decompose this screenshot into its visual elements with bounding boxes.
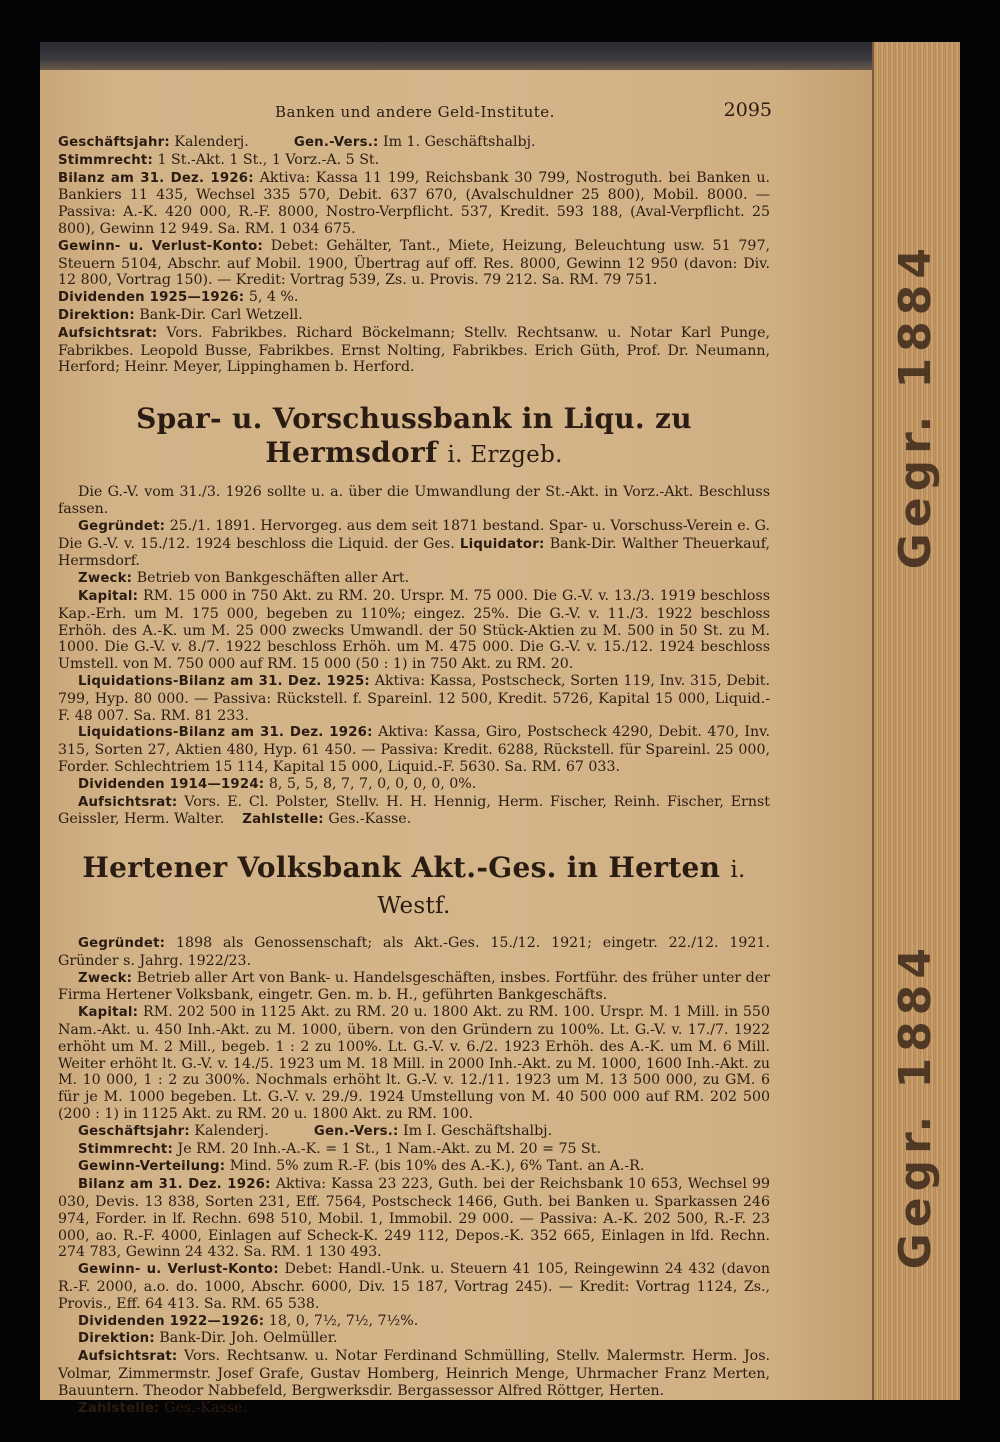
spine-stamp-top: Gegr. 1884 <box>890 242 941 570</box>
section3-stimmrecht: Stimmrecht: Je RM. 20 Inh.-A.-K. = 1 St., 1 Nam.-Akt. zu M. 20 = 75 St. <box>78 1140 601 1157</box>
section3-dividenden: Dividenden 1922—1926: 18, 0, 7½, 7½, 7½%. <box>78 1312 419 1329</box>
section2-dividenden: Dividenden 1914—1924: 8, 5, 5, 8, 7, 7, 0, 0, 0, 0, 0%. <box>78 775 477 792</box>
section2-gegruendet: Gegründet: 25./1. 1891. Hervorgeg. aus dem seit 1871 bestand. Spar- u. Vorschuss-Verein e. G. Die G.-V. v. 15./12. 1924 beschloss die Liquid. der Ges. Liquidator: Bank-Dir. Walther Theuerkauf, Hermsdorf. <box>58 517 770 570</box>
entry1-stimmrecht: Stimmrecht: 1 St.-Akt. 1 St., 1 Vorz.-A. 5 St. <box>58 151 380 168</box>
section2-intro: Die G.-V. vom 31./3. 1926 sollte u. a. über die Umwandlung der St.-Akt. in Vorz.-Akt. Beschluss fassen. <box>58 484 770 517</box>
entry1-aufsichtsrat: Aufsichtsrat: Vors. Fabrikbes. Richard Böckelmann; Stellv. Rechtsanw. u. Notar Karl Punge, Fabrikbes. Leopold Busse, Fabrikbes. Ernst Nolting, Fabrikbes. Erich Güth, Prof. Dr. Neumann, Herford; Heinr. Meyer, Lippinghamen b. Herford. <box>58 324 770 376</box>
page-content <box>58 98 770 1417</box>
section3-gegruendet: Gegründet: 1898 als Genossenschaft; als Akt.-Ges. 15./12. 1921; eingetr. 22./12. 1921. Gründer s. Jahrg. 1922/23. <box>58 935 770 969</box>
section2-kapital: Kapital: RM. 15 000 in 750 Akt. zu RM. 20. Urspr. M. 75 000. Die G.-V. v. 13./3. 1919 beschloss Kap.-Erh. um M. 175 000, begeben zu 110%; eingez. 25%. Die G.-V. v. 11./3. 1922 beschloss Erhöh. des A.-K. um M. 25 000 zwecks Umwandl. der 50 Stück-Aktien zu M. 500 in 50 St. zu M. 1000. Die G.-V. v. 8./7. 1922 beschloss Erhöh. um M. 475 000. Die G.-V. v. 15./12. 1924 beschloss Umstell. von M. 750 000 auf RM. 15 000 (50 : 1) in 750 Akt. zu RM. 20. <box>58 587 771 673</box>
section2-aufsichtsrat: Aufsichtsrat: Vors. E. Cl. Polster, Stellv. H. H. Hennig, Herm. Fischer, Reinh. Fischer, Ernst Geissler, Herm. Walter. Zahlstelle: Ges.-Kasse. <box>58 793 770 828</box>
top-shadow-strip <box>40 42 960 70</box>
entry1-guv: Gewinn- u. Verlust-Konto: Debet: Gehälter, Tant., Miete, Heizung, Beleuchtung usw. 51 797, Steuern 5104, Abschr. auf Mobil. 1900, Übertrag auf off. Res. 8000, Gewinn 12 950 (davon: Div. 12 800, Vortrag 150). — Kredit: Vortrag 539, Zs. u. Provis. 79 212. Sa. RM. 79 751. <box>58 237 770 289</box>
section3-kapital: Kapital: RM. 202 500 in 1125 Akt. zu RM. 20 u. 1800 Akt. zu RM. 100. Urspr. M. 1 Mill. in 550 Nam.-Akt. u. 450 Inh.-Akt. zu M. 1000, übern. von den Gründern zu 100%. Lt. G.-V. v. 17./7. 1922 erhöht um M. 2 Mill., begeb. 1 : 2 zu 100%. Lt. G.-V. v. 6./2. 1923 Erhöh. des A.-K. um M. 6 Mill. Weiter erhöht lt. G.-V. v. 14./5. 1923 um M. 18 Mill. in 2000 Inh.-Akt. zu M. 1000, 1600 Inh.-Akt. zu M. 10 000, 1 : 2 zu 300%. Nochmals erhöht lt. G.-V. v. 12./11. 1923 um M. 13 500 000, zu GM. 6 für je M. 1000 begeben. Lt. G.-V. v. 29./9. 1924 Umstellung von M. 40 500 000 auf RM. 202 500 (200 : 1) in 1125 Akt. zu RM. 20 u. 1800 Akt. zu RM. 100. <box>58 1004 770 1123</box>
section3-gewinnverteilung: Gewinn-Verteilung: Mind. 5% zum R.-F. (bis 10% des A.-K.), 6% Tant. an A.-R. <box>78 1158 645 1175</box>
entry1-bilanz: Bilanz am 31. Dez. 1926: Aktiva: Kassa 11 199, Reichsbank 30 799, Nostroguth. bei Banken u. Bankiers 11 435, Wechsel 335 570, Debit. 637 670, (Avalschuldner 25 800), Mobil. 8000. — Passiva: A.-K. 420 000, R.-F. 8000, Nostro-Verpflicht. 537, Kredit. 593 188, (Aval-Verpflicht. 25 800), Gewinn 12 949. Sa. RM. 1 034 675. <box>58 169 770 237</box>
book-page <box>40 42 960 1416</box>
section2-zweck: Zweck: Betrieb von Bankgeschäften aller Art. <box>78 570 410 587</box>
entry1-geschaeftsjahr: Geschäftsjahr: Kalenderj. Gen.-Vers.: Im 1. Geschäftshalbj. <box>58 134 536 150</box>
section2-liqbilanz-1926: Liquidations-Bilanz am 31. Dez. 1926: Aktiva: Kassa, Giro, Postscheck 4290, Debit. 470, Inv. 315, Sorten 27, Aktien 480, Hyp. 61 450. — Passiva: Kredit. 6288, Rückstell. für Spareinl. 25 000, Forder. Schlechtriem 15 114, Kapital 15 000, Liquid.-F. 5630. Sa. RM. 67 033. <box>58 724 770 775</box>
section3-direktion: Direktion: Bank-Dir. Joh. Oelmüller. <box>78 1330 338 1347</box>
section3-guv: Gewinn- u. Verlust-Konto: Debet: Handl.-Unk. u. Steuern 41 105, Reingewinn 24 432 (davon R.-F. 2000, a.o. do. 1000, Abschr. 6000, Div. 15 187, Vortrag 245). — Kredit: Vortrag 1124, Zs., Provis., Eff. 64 413. Sa. RM. 65 538. <box>58 1261 771 1312</box>
running-header <box>60 98 770 128</box>
entry1-direktion: Direktion: Bank-Dir. Carl Wetzell. <box>58 306 303 323</box>
spine-stamp-bottom: Gegr. 1884 <box>890 942 941 1270</box>
section3-title: Hertener Volksbank Akt.-Ges. in Herten i. Westf. <box>82 851 746 920</box>
running-title: Banken und andere Geld-Institute. <box>275 103 555 121</box>
section3-zweck: Zweck: Betrieb aller Art von Bank- u. Handelsgeschäften, insbes. Fortführ. des früher unter der Firma Hertener Volksbank, eingetr. Gen. m. b. H., geführten Bankgeschäfts. <box>58 969 770 1004</box>
section3-zahlstelle: Zahlstelle: Ges.-Kasse. <box>78 1399 247 1416</box>
section3-aufsichtsrat: Aufsichtsrat: Vors. Rechtsanw. u. Notar Ferdinand Schmülling, Stellv. Malermstr. Herm. Jos. Volmar, Zimmermstr. Josef Grafe, Gustav Homberg, Heinrich Menge, Uhrmacher Franz Merten, Bauuntern. Theodor Nabbefeld, Bergwerksdir. Bergassessor Alfred Röttger, Herten. <box>58 1348 770 1399</box>
section2-title: Spar- u. Vorschussbank in Liqu. zu Hermsdorf i. Erzgeb. <box>136 402 692 470</box>
section3-bilanz: Bilanz am 31. Dez. 1926: Aktiva: Kassa 23 223, Guth. bei der Reichsbank 10 653, Wechsel 99 030, Devis. 13 838, Sorten 231, Eff. 7564, Postscheck 1466, Guth. bei Banken u. Sparkassen 246 974, Forder. in lf. Rechn. 698 510, Mobil. 1, Immobil. 29 000. — Passiva: A.-K. 202 500, R.-F. 23 000, ao. R.-F. 4000, Einlagen auf Scheck-K. 249 112, Depos.-K. 352 665, Einlagen in lfd. Rechn. 274 783, Gewinn 24 432. Sa. RM. 1 130 493. <box>58 1176 770 1261</box>
page-number: 2095 <box>723 99 772 121</box>
section2-liqbilanz-1925: Liquidations-Bilanz am 31. Dez. 1925: Aktiva: Kassa, Postscheck, Sorten 119, Inv. 315, Debit. 799, Hyp. 80 000. — Passiva: Rückstell. f. Spareinl. 12 500, Kredit. 5726, Kapital 15 000, Liquid.-F. 48 007. Sa. RM. 81 233. <box>58 672 770 724</box>
section3-geschaeftsjahr: Geschäftsjahr: Kalenderj. Gen.-Vers.: Im I. Geschäftshalbj. <box>78 1122 553 1139</box>
page-edges <box>872 42 960 1400</box>
entry1-dividenden: Dividenden 1925—1926: 5, 4 %. <box>58 289 299 306</box>
